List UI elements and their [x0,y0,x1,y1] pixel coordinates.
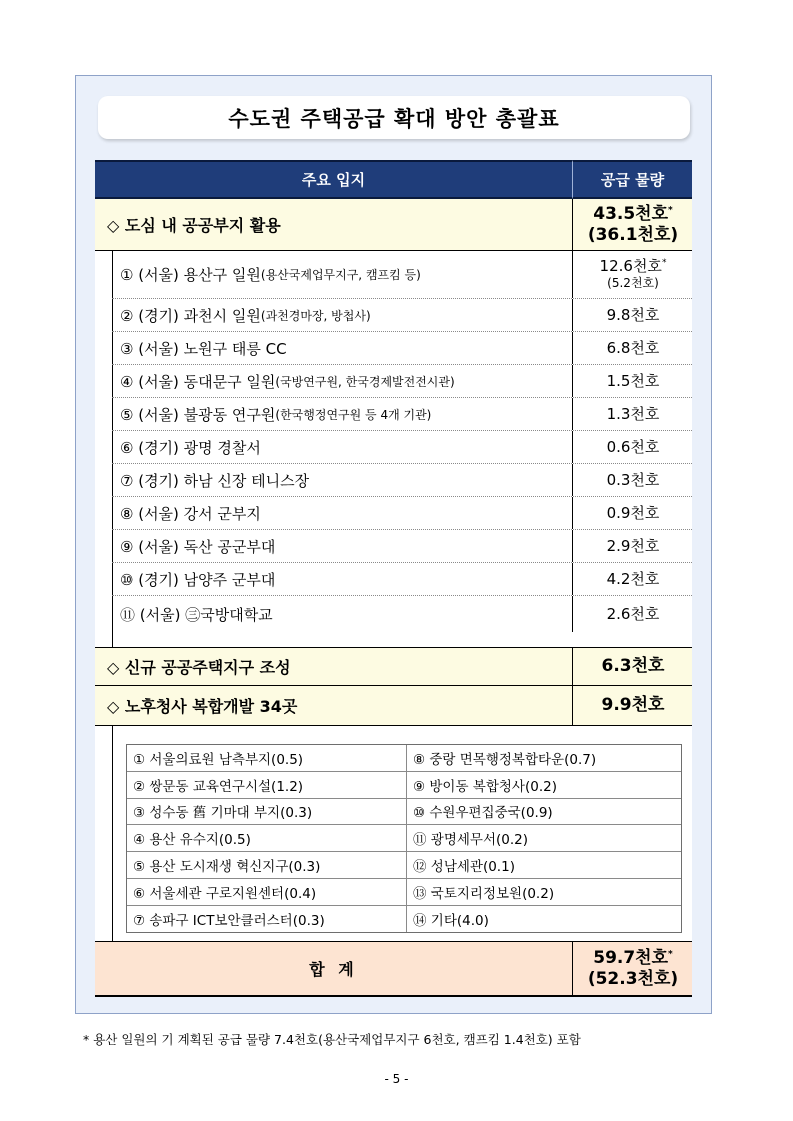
category-label: ◇ 도심 내 공공부지 활용 [107,216,281,235]
site-row [112,530,692,563]
page-number: - 5 - [384,1072,409,1086]
site-row [112,398,692,431]
building-item: ③ 성수동 舊 기마대 부지(0.3) [127,798,407,825]
site-label [120,431,261,463]
site-detail: (용산국제업무지구, 캠프킴 등) [260,268,421,282]
site-quantity [572,251,693,298]
page-title: 수도권 주택공급 확대 방안 총괄표 [98,96,690,139]
site-row [112,332,692,365]
site-label [120,299,371,331]
quantity-value: 2.9천호 [606,536,660,555]
buildings-grid [126,744,682,933]
total-quantity [572,942,693,995]
quantity-value: 1.5천호 [606,371,660,390]
category-label: ◇ 신규 공공주택지구 조성 [107,658,291,677]
total-label: 합 계 [309,960,358,979]
building-item: ① 서울의료원 남측부지(0.5) [127,745,407,772]
quantity-value: 0.9천호 [606,503,660,522]
site-quantity [572,530,693,562]
site-name: ③ (서울) 노원구 태릉 CC [120,339,287,358]
building-item: ④ 용산 유수지(0.5) [127,825,407,852]
site-quantity [572,398,693,430]
site-row [112,365,692,398]
site-list [95,251,692,648]
quantity-value: 0.6천호 [606,437,660,456]
footnote-mark: * [668,948,673,959]
site-label [120,251,421,298]
site-label [120,332,287,364]
quantity-subvalue: (5.2천호) [607,275,659,290]
building-item: ⑧ 중랑 면목행정복합타운(0.7) [407,745,681,772]
quantity-value: 0.3천호 [606,470,660,489]
building-item: ⑪ 광명세무서(0.2) [407,825,681,852]
category-new-districts [95,648,692,686]
quantity-value: 59.7천호 [593,947,669,968]
category-old-buildings [95,686,692,726]
site-name: ⑥ (경기) 광명 경찰서 [120,438,261,457]
site-quantity [572,596,693,632]
building-item: ⑭ 기타(4.0) [413,912,489,929]
site-name: ① (서울) 용산구 일원 [120,266,261,284]
quantity-value: 6.3천호 [601,656,665,676]
category-quantity [572,648,693,685]
site-quantity [572,431,693,463]
site-detail: (한국행정연구원 등 4개 기관) [275,407,432,422]
site-quantity [572,497,693,529]
quantity-value: 9.9천호 [601,695,665,715]
site-name: ⑧ (서울) 강서 군부지 [120,504,261,523]
building-item: ⑩ 수원우편집중국(0.9) [407,798,681,825]
site-label [120,398,431,430]
site-detail: (과천경마장, 방첩사) [260,308,371,323]
category-quantity [572,686,693,725]
building-item: ⑨ 방이동 복합청사(0.2) [407,772,681,799]
site-name: ⑨ (서울) 독산 공군부대 [120,537,276,556]
building-item: ⑥ 서울세관 구로지원센터(0.4) [127,879,407,906]
footnote-mark: * [668,204,673,215]
site-label [120,464,309,496]
site-label [120,563,275,595]
quantity-value: 1.3천호 [606,404,660,423]
site-row [112,299,692,332]
site-label [120,365,455,397]
site-quantity [572,563,693,595]
header-quantity: 공급 물량 [572,160,692,199]
quantity-value: 2.6천호 [606,604,660,623]
summary-table-frame [75,75,712,1014]
building-item: ⑬ 국토지리정보원(0.2) [407,879,681,906]
quantity-value: 12.6천호 [599,256,662,275]
building-item: ⑫ 성남세관(0.1) [407,852,681,879]
total-row [95,941,692,997]
site-quantity [572,299,693,331]
header-location: 주요 입지 [95,160,572,199]
site-name: ⑤ (서울) 불광동 연구원 [120,405,276,424]
site-row [112,464,692,497]
site-row [112,431,692,464]
quantity-value: 4.2천호 [606,569,660,588]
building-item: ⑦ 송파구 ICT보안클러스터(0.3) [127,905,407,932]
site-detail: (국방연구원, 한국경제발전전시관) [275,374,455,389]
site-row [112,251,692,299]
quantity-subvalue: (36.1천호) [587,224,679,245]
site-name: ⑦ (경기) 하남 신장 테니스장 [120,471,310,490]
site-name: ② (경기) 과천시 일원 [120,306,261,325]
site-name: ⑩ (경기) 남양주 군부대 [120,570,276,589]
site-quantity [572,464,693,496]
category-public-land [95,199,692,251]
site-label [120,497,261,529]
category-label: ◇ 노후청사 복합개발 34곳 [107,697,298,716]
building-item: ② 쌍문동 교육연구시설(1.2) [127,772,407,799]
footnote: * 용산 일원의 기 계획된 공급 물량 7.4천호(용산국제업무지구 6천호, 캠프킴 1.4천호) 포함 [83,1032,581,1047]
quantity-value: 9.8천호 [606,305,660,324]
quantity-value: 43.5천호 [593,203,669,224]
site-row [112,596,692,632]
quantity-value: 6.8천호 [606,338,660,357]
site-name: ⑪ (서울) ㊂국방대학교 [120,605,273,624]
site-quantity [572,365,693,397]
building-item: ⑤ 용산 도시재생 혁신지구(0.3) [127,852,407,879]
site-row [112,563,692,596]
indent-divider [112,726,113,941]
site-row [112,497,692,530]
site-name: ④ (서울) 동대문구 일원 [120,372,276,391]
site-label [120,530,275,562]
site-quantity [572,332,693,364]
site-label [120,596,273,632]
quantity-subvalue: (52.3천호) [587,968,679,989]
category-quantity [572,199,693,250]
footnote-mark: * [661,257,667,268]
